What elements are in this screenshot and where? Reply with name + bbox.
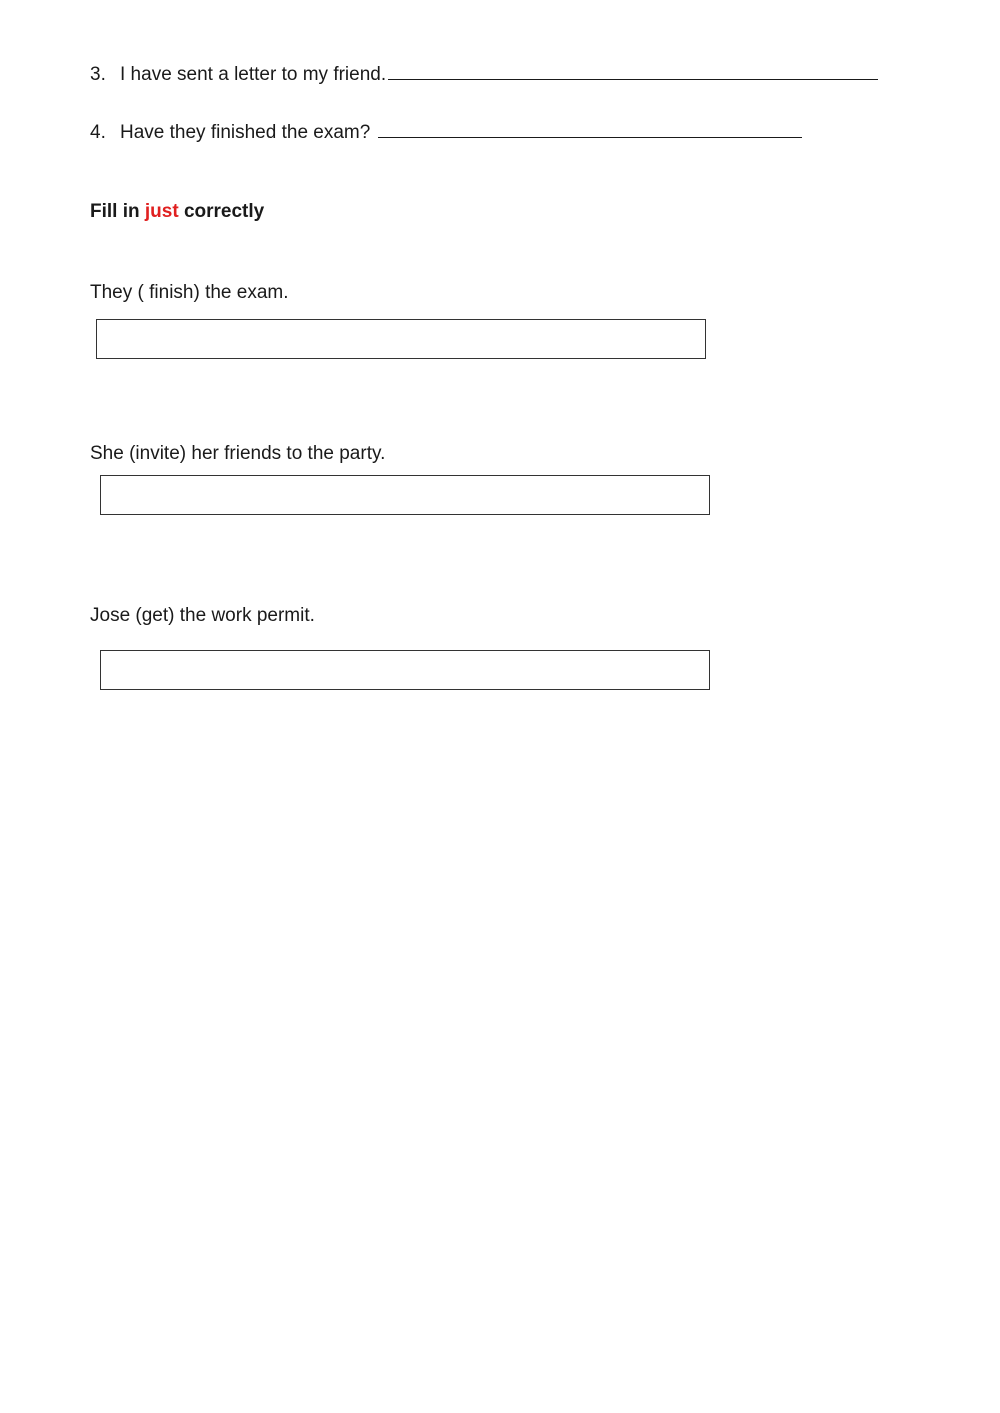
question-text: Have they finished the exam? bbox=[120, 122, 376, 143]
question-3 bbox=[90, 61, 878, 87]
heading-text-after: correctly bbox=[178, 201, 265, 222]
answer-line[interactable] bbox=[388, 61, 878, 80]
exercise-prompt: She (invite) her friends to the party. bbox=[90, 443, 386, 464]
exercise-prompt: Jose (get) the work permit. bbox=[90, 605, 315, 626]
question-number: 3. bbox=[90, 64, 106, 85]
answer-line[interactable] bbox=[378, 119, 802, 138]
answer-input[interactable] bbox=[101, 651, 709, 689]
exercise-prompt: They ( finish) the exam. bbox=[90, 282, 289, 303]
answer-box[interactable] bbox=[96, 319, 706, 359]
heading-text-before: Fill in bbox=[90, 201, 145, 222]
answer-box[interactable] bbox=[100, 650, 710, 690]
section-heading bbox=[90, 200, 264, 224]
answer-input[interactable] bbox=[101, 476, 709, 514]
answer-input[interactable] bbox=[97, 320, 705, 358]
question-4 bbox=[90, 119, 802, 145]
question-text: I have sent a letter to my friend. bbox=[120, 64, 387, 85]
heading-keyword: just bbox=[144, 201, 179, 222]
answer-box[interactable] bbox=[100, 475, 710, 515]
question-number: 4. bbox=[90, 122, 106, 143]
